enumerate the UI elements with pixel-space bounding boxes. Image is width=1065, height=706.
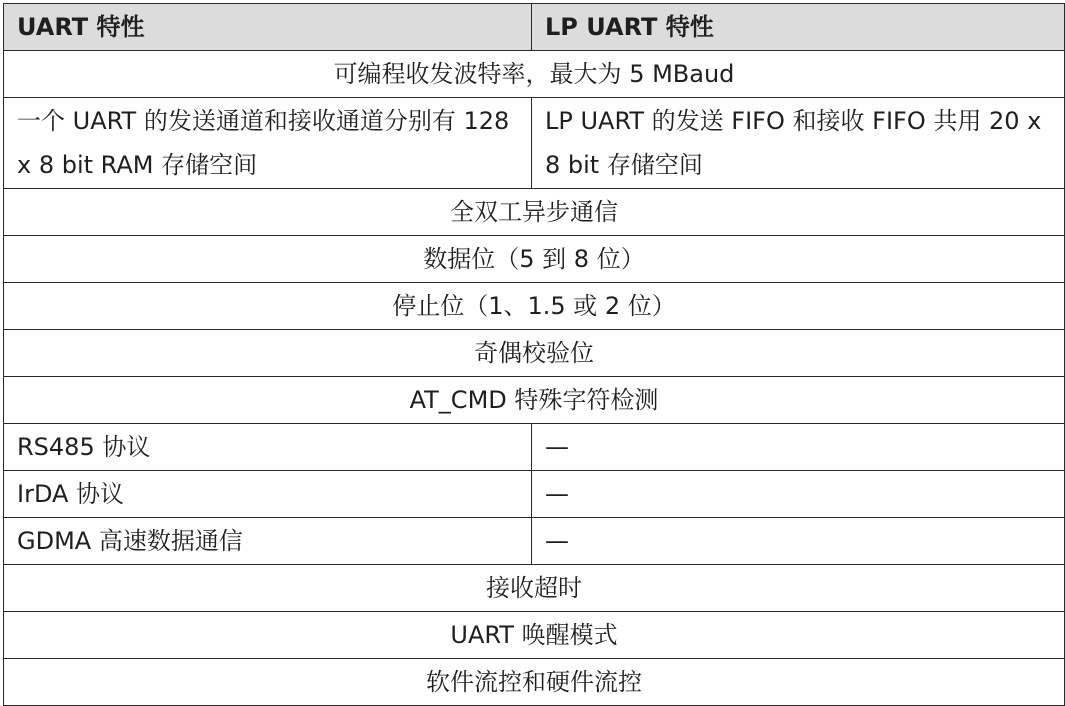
row-baud-rate: 可编程收发波特率，最大为 5 MBaud <box>4 51 1065 98</box>
row-data-bits: 数据位（5 到 8 位） <box>4 236 1065 283</box>
table-header <box>4 4 1065 51</box>
irda-protocol-cell: IrDA 协议 <box>4 471 532 518</box>
table-row <box>4 565 1065 612</box>
table-row <box>4 189 1065 236</box>
row-parity-bit: 奇偶校验位 <box>4 330 1065 377</box>
row-receive-timeout: 接收超时 <box>4 565 1065 612</box>
table-row <box>4 659 1065 706</box>
row-flow-control: 软件流控和硬件流控 <box>4 659 1065 706</box>
table-row <box>4 236 1065 283</box>
table-row <box>4 424 1065 471</box>
gdma-lp-uart-cell: — <box>532 518 1065 565</box>
row-uart-wakeup-mode: UART 唤醒模式 <box>4 612 1065 659</box>
table-row <box>4 377 1065 424</box>
gdma-communication-cell: GDMA 高速数据通信 <box>4 518 532 565</box>
row-full-duplex: 全双工异步通信 <box>4 189 1065 236</box>
header-row <box>4 4 1065 51</box>
table-row <box>4 51 1065 98</box>
table-row <box>4 612 1065 659</box>
rs485-lp-uart-cell: — <box>532 424 1065 471</box>
row-at-cmd-detection: AT_CMD 特殊字符检测 <box>4 377 1065 424</box>
row-stop-bits: 停止位（1、1.5 或 2 位） <box>4 283 1065 330</box>
table-row <box>4 98 1065 189</box>
table-row <box>4 518 1065 565</box>
uart-feature-table <box>3 3 1065 706</box>
rs485-protocol-cell: RS485 协议 <box>4 424 532 471</box>
table-row <box>4 283 1065 330</box>
table-row <box>4 471 1065 518</box>
table-row <box>4 330 1065 377</box>
header-lp-uart-features: LP UART 特性 <box>532 4 1065 51</box>
table-body <box>4 51 1065 706</box>
irda-lp-uart-cell: — <box>532 471 1065 518</box>
uart-ram-storage-cell: 一个 UART 的发送通道和接收通道分别有 128 x 8 bit RAM 存储空间 <box>4 98 532 189</box>
header-uart-features: UART 特性 <box>4 4 532 51</box>
lp-uart-ram-storage-cell: LP UART 的发送 FIFO 和接收 FIFO 共用 20 x 8 bit 存储空间 <box>532 98 1065 189</box>
